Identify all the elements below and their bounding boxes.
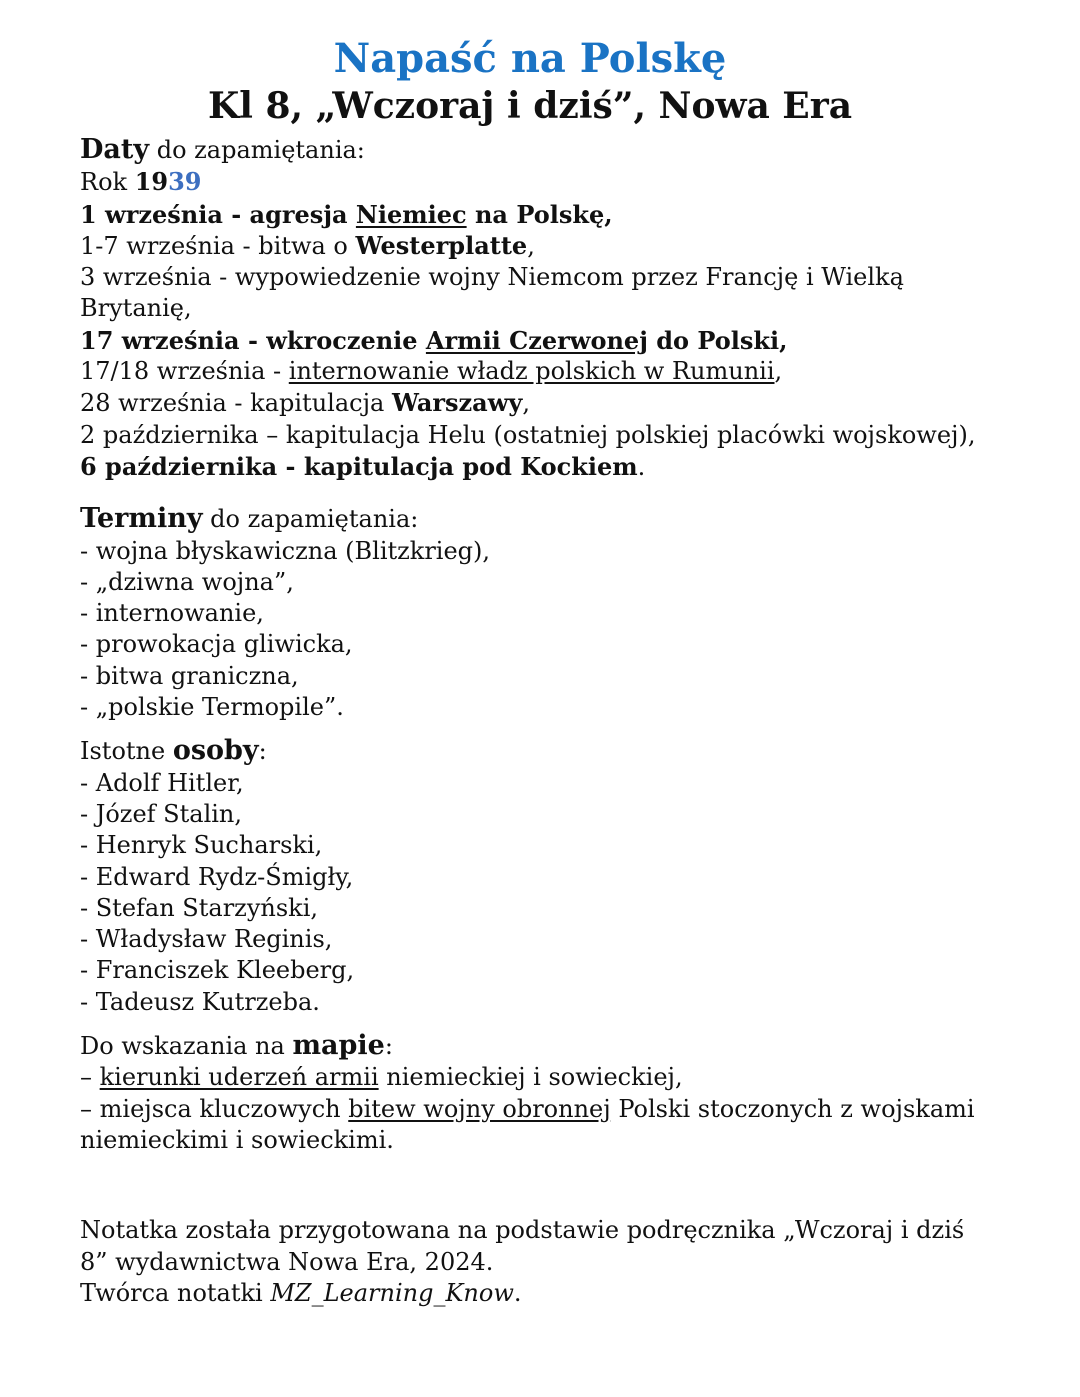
- footer-note: [80, 1215, 980, 1309]
- list-item: - „dziwna wojna”,: [80, 567, 294, 596]
- people-section: [80, 735, 980, 1018]
- date-event: 17 września - wkroczenie Armii Czerwonej do Polski,: [80, 325, 788, 355]
- author-line: Twórca notatki MZ_Learning_Know.: [80, 1278, 522, 1307]
- page-subtitle: Kl 8, „Wczoraj i dziś”, Nowa Era: [207, 85, 853, 127]
- list-item: - Józef Stalin,: [80, 799, 242, 828]
- list-item: - prowokacja gliwicka,: [80, 630, 353, 659]
- dates-heading: Daty do zapamiętania:: [80, 134, 365, 165]
- date-event: 3 września - wypowiedzenie wojny Niemcom przez Francję i Wielką Brytanię,: [80, 263, 904, 323]
- date-event: 6 października - kapitulacja pod Kockiem.: [80, 451, 646, 481]
- date-event: 1 września - agresja Niemiec na Polskę,: [80, 199, 613, 229]
- date-event: 28 września - kapitulacja Warszawy,: [80, 388, 530, 418]
- list-item: - Henryk Sucharski,: [80, 831, 323, 860]
- year-line: Rok 1939: [80, 167, 202, 197]
- list-item: – miejsca kluczowych bitew wojny obronnej Polski stoczonych z wojskami niemieckimi i sowieckimi.: [80, 1094, 975, 1154]
- list-item: - Stefan Starzyński,: [80, 893, 318, 922]
- map-heading: Do wskazania na mapie:: [80, 1030, 393, 1062]
- list-item: - wojna błyskawiczna (Blitzkrieg),: [80, 536, 491, 565]
- map-section: [80, 1030, 980, 1156]
- dates-section: [80, 134, 980, 483]
- people-heading: Istotne osoby:: [80, 735, 267, 767]
- list-item: - Tadeusz Kutrzeba.: [80, 987, 320, 1016]
- list-item: - Edward Rydz-Śmigły,: [80, 862, 354, 891]
- list-item: - „polskie Termopile”.: [80, 693, 344, 722]
- terms-section: [80, 503, 980, 723]
- list-item: - Franciszek Kleeberg,: [80, 956, 355, 985]
- note-page: [80, 36, 980, 1309]
- list-item: – kierunki uderzeń armii niemieckiej i sowieckiej,: [80, 1063, 683, 1092]
- terms-heading: Terminy do zapamiętania:: [80, 503, 419, 535]
- source-note: Notatka została przygotowana na podstawie podręcznika „Wczoraj i dziś 8” wydawnictwa Nowa Era, 2024.: [80, 1216, 965, 1276]
- date-event: 17/18 września - internowanie władz polskich w Rumunii,: [80, 357, 783, 386]
- date-event: 2 października – kapitulacja Helu (ostatniej polskiej placówki wojskowej),: [80, 420, 976, 449]
- list-item: - Władysław Reginis,: [80, 925, 333, 954]
- list-item: - bitwa graniczna,: [80, 661, 299, 690]
- date-event: 1-7 września - bitwa o Westerplatte,: [80, 230, 535, 260]
- page-title: Napaść na Polskę: [333, 35, 727, 82]
- list-item: - Adolf Hitler,: [80, 768, 244, 797]
- list-item: - internowanie,: [80, 599, 264, 628]
